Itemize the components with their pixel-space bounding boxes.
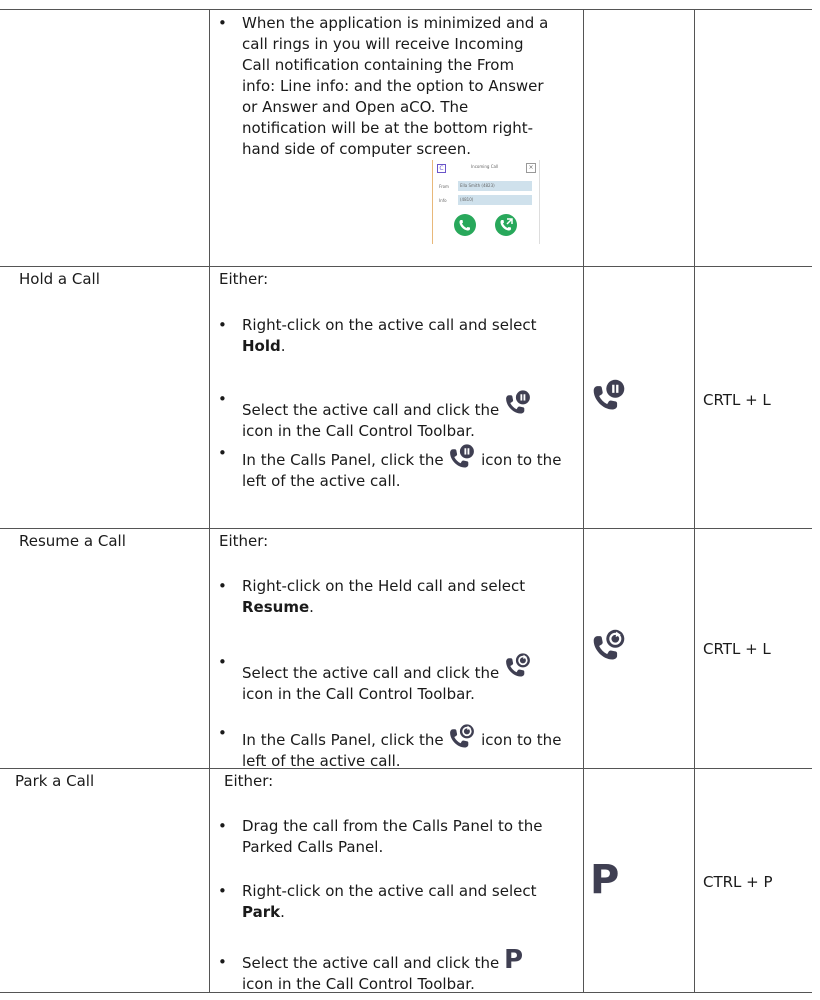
park-step-toolbar: Select the active call and click the P icon in the Call Control Toolbar.: [242, 945, 524, 993]
phone-hold-icon: [448, 443, 476, 471]
row-border-top: [0, 9, 812, 10]
answer-button-icon: [454, 214, 476, 236]
resume-step-toolbar: Select the active call and click the icon in the Call Control Toolbar.: [242, 652, 562, 705]
bullet: •: [218, 14, 227, 32]
row-border-resume: [0, 528, 812, 529]
bullet: •: [218, 882, 227, 900]
park-shortcut: CTRL + P: [703, 873, 773, 891]
bullet: •: [218, 724, 227, 742]
phone-resume-icon: [448, 723, 476, 751]
col-border-3: [694, 9, 695, 993]
info-label: Info: [439, 198, 447, 203]
either-label: Either:: [219, 270, 269, 288]
close-icon: ×: [526, 163, 536, 173]
resume-step-calls-panel: In the Calls Panel, click the icon to the left of the active call.: [242, 723, 562, 772]
phone-hold-icon: [591, 378, 627, 414]
resume-keyword: Resume: [242, 598, 310, 616]
answer-open-button-icon: [495, 214, 517, 236]
phone-hold-icon: [504, 389, 532, 417]
bullet: •: [218, 577, 227, 595]
either-label: Either:: [224, 772, 274, 790]
park-step-drag: Drag the call from the Calls Panel to the Parked Calls Panel.: [242, 817, 543, 856]
bullet: •: [218, 390, 227, 408]
resume-shortcut: CRTL + L: [703, 640, 771, 658]
bullet: •: [218, 817, 227, 835]
park-icon: P: [590, 857, 620, 903]
notification-description: When the application is minimized and a call rings in you will receive Incoming Call notification containing the From info: Line info: and the option to Answer or Answer and Open aCO. The notification will be at the bottom right-hand side of computer screen.: [242, 14, 549, 158]
info-field: (4810): [458, 195, 532, 205]
phone-resume-icon: [504, 652, 532, 680]
incoming-call-notification-image: [432, 160, 540, 244]
hold-step-right-click: Right-click on the active call and select Hold.: [242, 316, 537, 355]
park-step-right-click: Right-click on the active call and select Park.: [242, 882, 537, 921]
park-icon: P: [504, 945, 524, 975]
either-label: Either:: [219, 532, 269, 550]
park-keyword: Park: [242, 903, 281, 921]
bullet: •: [218, 653, 227, 671]
bullet: •: [218, 444, 227, 462]
notification-title: Incoming Call: [471, 164, 499, 169]
hold-keyword: Hold: [242, 337, 281, 355]
bullet: •: [218, 953, 227, 971]
phone-resume-icon: [591, 628, 627, 664]
action-hold-a-call: Hold a Call: [19, 270, 100, 288]
hold-step-toolbar: Select the active call and click the icon in the Call Control Toolbar.: [242, 389, 562, 442]
action-resume-a-call: Resume a Call: [19, 532, 126, 550]
hold-shortcut: CRTL + L: [703, 391, 771, 409]
action-park-a-call: Park a Call: [15, 772, 95, 790]
resume-step-right-click: Right-click on the Held call and select Resume.: [242, 577, 526, 616]
from-field: Ella Smith (4823): [458, 181, 532, 191]
col-border-2: [583, 9, 584, 993]
col-border-1: [209, 9, 210, 993]
bullet: •: [218, 316, 227, 334]
hold-step-calls-panel: In the Calls Panel, click the icon to the left of the active call.: [242, 443, 562, 492]
from-label: From: [439, 184, 449, 189]
app-logo-icon: C: [437, 164, 446, 173]
row-border-hold: [0, 266, 812, 267]
